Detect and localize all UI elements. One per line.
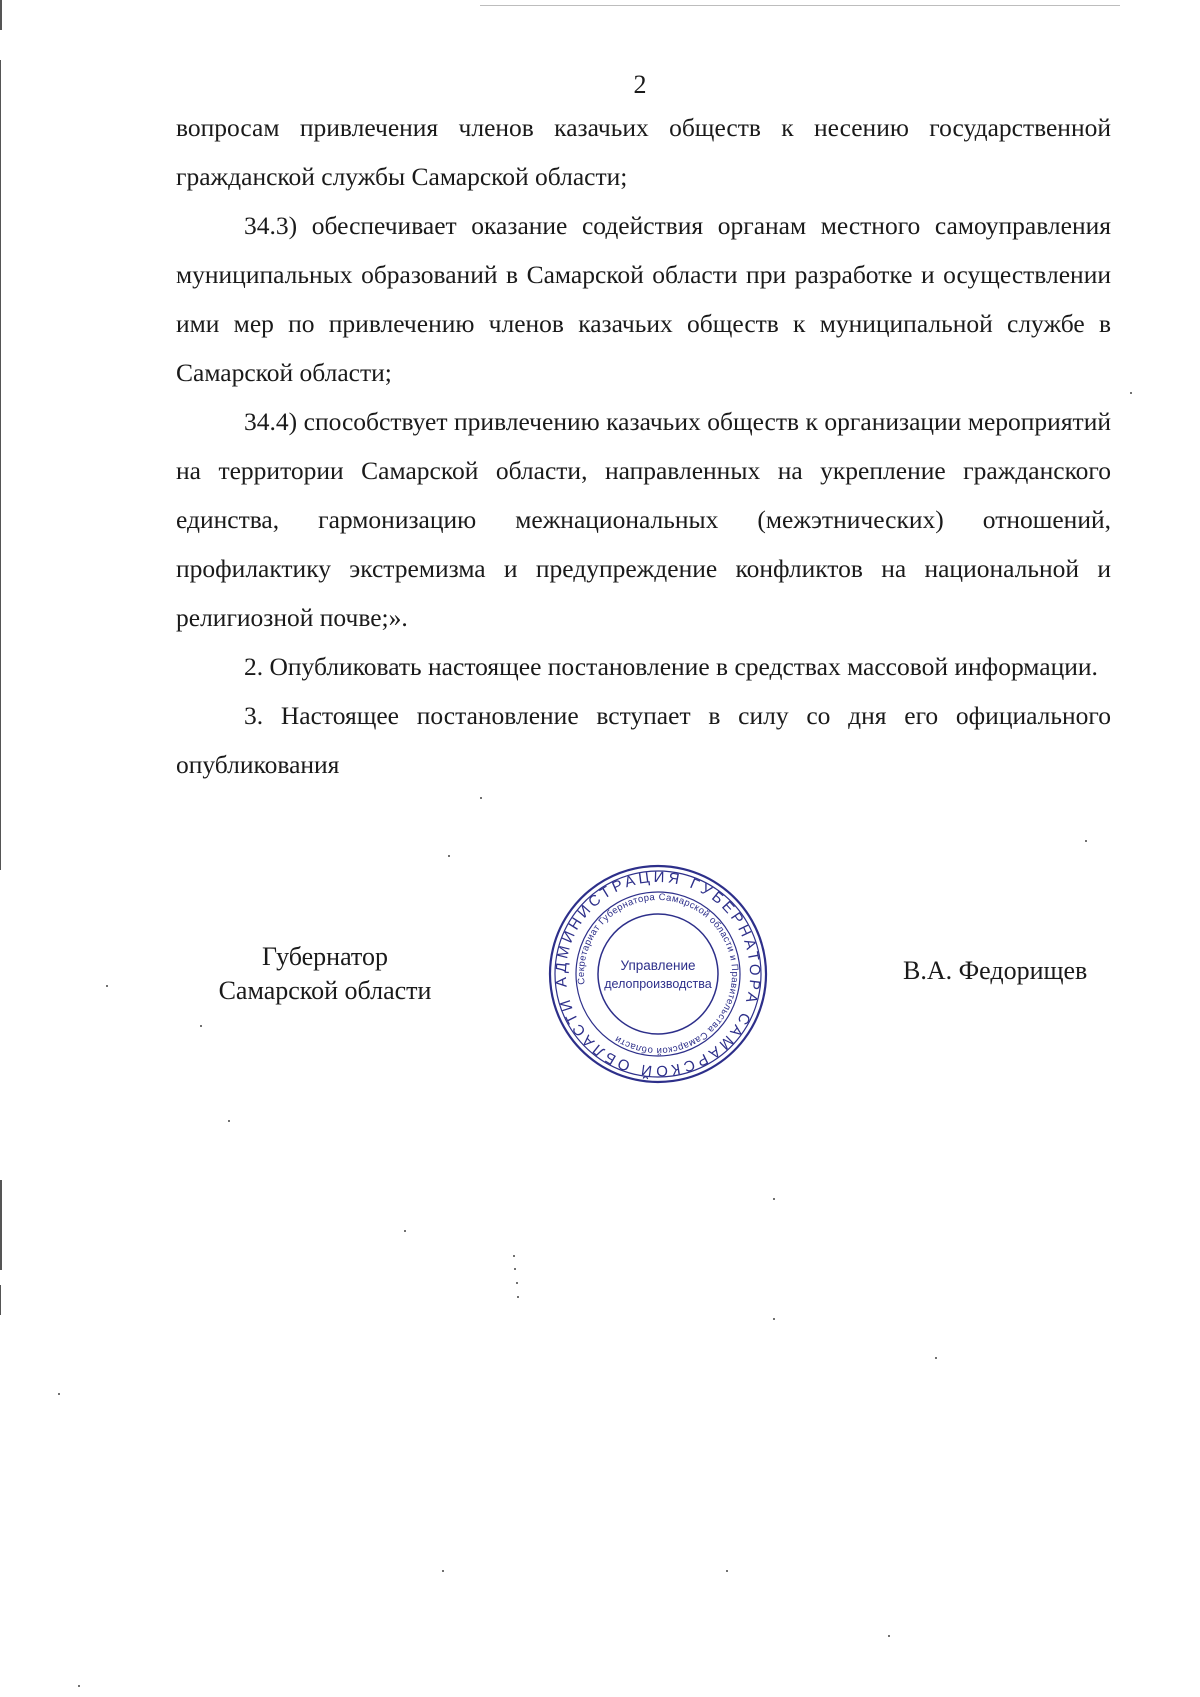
scan-speck [78,1685,80,1687]
scan-speck [1085,840,1087,842]
scan-speck [228,1120,230,1122]
paragraph-item-2: 2. Опубликовать настоящее постановление в средствах массовой информации. [244,652,1098,681]
page-number: 2 [633,70,647,99]
seal-center-line1: Управление [620,958,696,973]
signatory-position-line2: Самарской области [218,976,432,1005]
scan-speck [514,1268,516,1270]
scan-edge-mark [0,1180,2,1270]
scan-speck [1130,392,1132,394]
document-body [176,103,1111,789]
signatory-position-line1: Губернатор [262,942,388,971]
seal-inner-text: Секретариат Губернатора Самарской области и Правительства Самарской области [575,891,741,1057]
paragraph-34-4: 34.4) способствует привлечению казачьих обществ к организации мероприятий на территории Самарской области, направленных на укрепление гражданского единства, гармонизацию межнациональных (межэтнических) отношений, профилактику экстремизма и предупреждение конфликтов на национальной и религиозной почве;». [176,407,1111,632]
scan-speck [935,1357,937,1359]
scan-speck [58,1393,60,1395]
paragraph-item-3: 3. Настоящее постановление вступает в силу со дня его официального опубликования [176,701,1111,779]
scan-speck [773,1198,775,1200]
scan-edge-mark [0,60,1,870]
scan-speck [517,1296,519,1298]
scan-speck [106,985,108,987]
scan-speck [726,1570,728,1572]
scan-speck [888,1635,890,1637]
scan-border-top [480,5,1120,6]
signatory-position [200,940,450,1008]
scan-edge-mark [0,1285,1,1315]
scan-edge-mark [0,0,2,30]
scan-speck [200,1025,202,1027]
scan-speck [513,1255,515,1257]
scan-speck [480,797,482,799]
scan-speck [448,855,450,857]
scan-speck [516,1282,518,1284]
official-seal [546,862,770,1086]
paragraph-34-3: 34.3) обеспечивает оказание содействия органам местного самоуправления муниципальных образований в Самарской области при разработке и осуществлении ими мер по привлечению членов казачьих обществ к муниципальной службе в Самарской области; [176,211,1111,387]
paragraph-continuation: вопросам привлечения членов казачьих обществ к несению государственной гражданской службы Самарской области; [176,113,1111,191]
scan-speck [773,1318,775,1320]
seal-center-line2: делопроизводства [604,977,712,991]
scan-speck [404,1230,406,1232]
scan-speck [442,1570,444,1572]
seal-outer-text: АДМИНИСТРАЦИЯ ГУБЕРНАТОРА САМАРСКОЙ ОБЛАСТИ [552,868,764,1080]
signatory-name: В.А. Федорищев [903,956,1088,985]
